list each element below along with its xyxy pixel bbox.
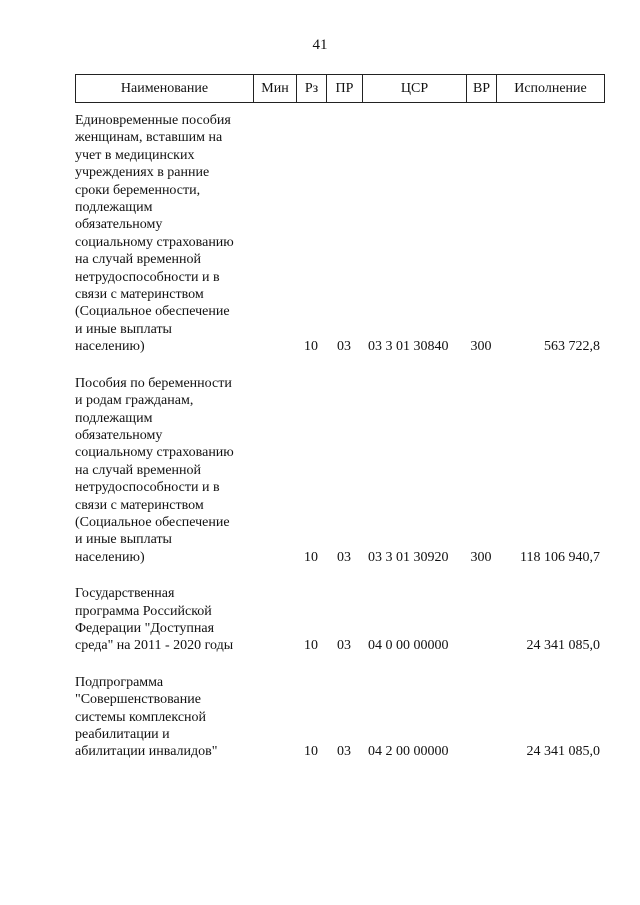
row-name-cell (75, 674, 253, 761)
row-name-line: учет в медицинских (75, 147, 195, 163)
table-row (75, 375, 604, 566)
header-amount: Исполнение (497, 75, 605, 103)
row-name-line: Единовременные пособия (75, 113, 231, 128)
row-name-line: учреждениях в ранние (75, 165, 210, 181)
row-name-line: (Социальное обеспечение (75, 514, 230, 530)
row-name-cell (75, 585, 253, 655)
row-min-cell (253, 375, 296, 566)
row-name-line: обязательному (75, 217, 163, 233)
row-name-cell (75, 112, 253, 356)
row-amount-cell: 24 341 085,0 (526, 638, 600, 654)
table-row (75, 112, 604, 356)
row-name-line: социальному страхованию (75, 234, 234, 250)
row-name-line: Подпрограмма (75, 674, 164, 690)
row-name-line: программа Российской (75, 603, 212, 619)
row-name-line: подлежащим (75, 410, 153, 426)
row-vr-cell: 300 (470, 549, 492, 565)
row-name-line: женщинам, вставшим на (75, 130, 223, 146)
row-vr-cell (466, 585, 496, 655)
table-body (75, 112, 604, 761)
row-rz-cell: 10 (304, 339, 318, 355)
header-name: Наименование (76, 75, 254, 103)
row-name-line: связи с материнством (75, 497, 204, 513)
row-name-line: социальному страхованию (75, 445, 234, 461)
row-name-line: и родам гражданам, (75, 393, 194, 409)
row-name-line: и иные выплаты (75, 532, 172, 548)
page-number: 41 (312, 37, 328, 53)
row-name-line: нетрудоспособности и в (75, 480, 220, 496)
row-csr-cell: 04 0 00 00000 (368, 638, 449, 654)
header-rz: Рз (297, 75, 327, 103)
row-min-cell (253, 674, 296, 761)
row-name-line: нетрудоспособности и в (75, 269, 220, 285)
row-name-line: Пособия по беременности (75, 375, 232, 391)
row-name-line: реабилитации и (75, 727, 170, 742)
row-vr-cell: 300 (470, 339, 492, 355)
row-spacer (75, 566, 604, 585)
table-rows (75, 112, 604, 761)
row-spacer (75, 655, 604, 674)
row-spacer-cell (75, 655, 604, 674)
header-vr: ВР (467, 75, 497, 103)
row-pr-cell: 03 (337, 549, 351, 565)
row-name-line: населению) (75, 549, 145, 565)
row-csr-cell: 03 3 01 30920 (368, 549, 449, 565)
row-pr-cell: 03 (337, 339, 351, 355)
row-name-line: подлежащим (75, 200, 153, 216)
row-name-line: сроки беременности, (75, 182, 201, 198)
row-rz-cell: 10 (304, 744, 318, 760)
row-min-cell (253, 112, 296, 356)
row-min-cell (253, 585, 296, 655)
row-name-line: на случай временной (75, 252, 202, 268)
row-pr-cell: 03 (337, 638, 351, 654)
row-csr-cell: 03 3 01 30840 (368, 339, 449, 355)
table-header (75, 74, 605, 103)
header-csr: ЦСР (363, 75, 467, 103)
row-spacer (75, 356, 604, 375)
row-name-line: (Социальное обеспечение (75, 304, 230, 320)
row-name-cell (75, 375, 253, 566)
header-min: Мин (254, 75, 297, 103)
header-pr: ПР (327, 75, 363, 103)
header-row (76, 75, 605, 103)
row-pr-cell: 03 (337, 744, 351, 760)
row-name-line: среда" на 2011 - 2020 годы (75, 638, 234, 654)
row-name-line: населению) (75, 339, 145, 355)
row-rz-cell: 10 (304, 549, 318, 565)
row-spacer-cell (75, 356, 604, 375)
row-name-line: абилитации инвалидов" (75, 744, 218, 760)
row-name-line: Федерации "Доступная (75, 620, 215, 636)
row-csr-cell: 04 2 00 00000 (368, 744, 449, 760)
row-rz-cell: 10 (304, 638, 318, 654)
row-amount-cell: 24 341 085,0 (526, 744, 600, 760)
row-name-line: обязательному (75, 427, 163, 443)
table-row (75, 585, 604, 655)
row-name-line: Государственная (75, 586, 175, 602)
row-name-line: и иные выплаты (75, 321, 172, 337)
row-name-line: "Совершенствование (75, 692, 201, 708)
table-row (75, 674, 604, 761)
row-vr-cell (466, 674, 496, 761)
row-name-line: на случай временной (75, 462, 202, 478)
row-name-line: связи с материнством (75, 287, 204, 303)
row-spacer-cell (75, 566, 604, 585)
row-amount-cell: 563 722,8 (544, 339, 600, 355)
row-name-line: системы комплексной (75, 709, 207, 725)
row-amount-cell: 118 106 940,7 (520, 549, 600, 565)
